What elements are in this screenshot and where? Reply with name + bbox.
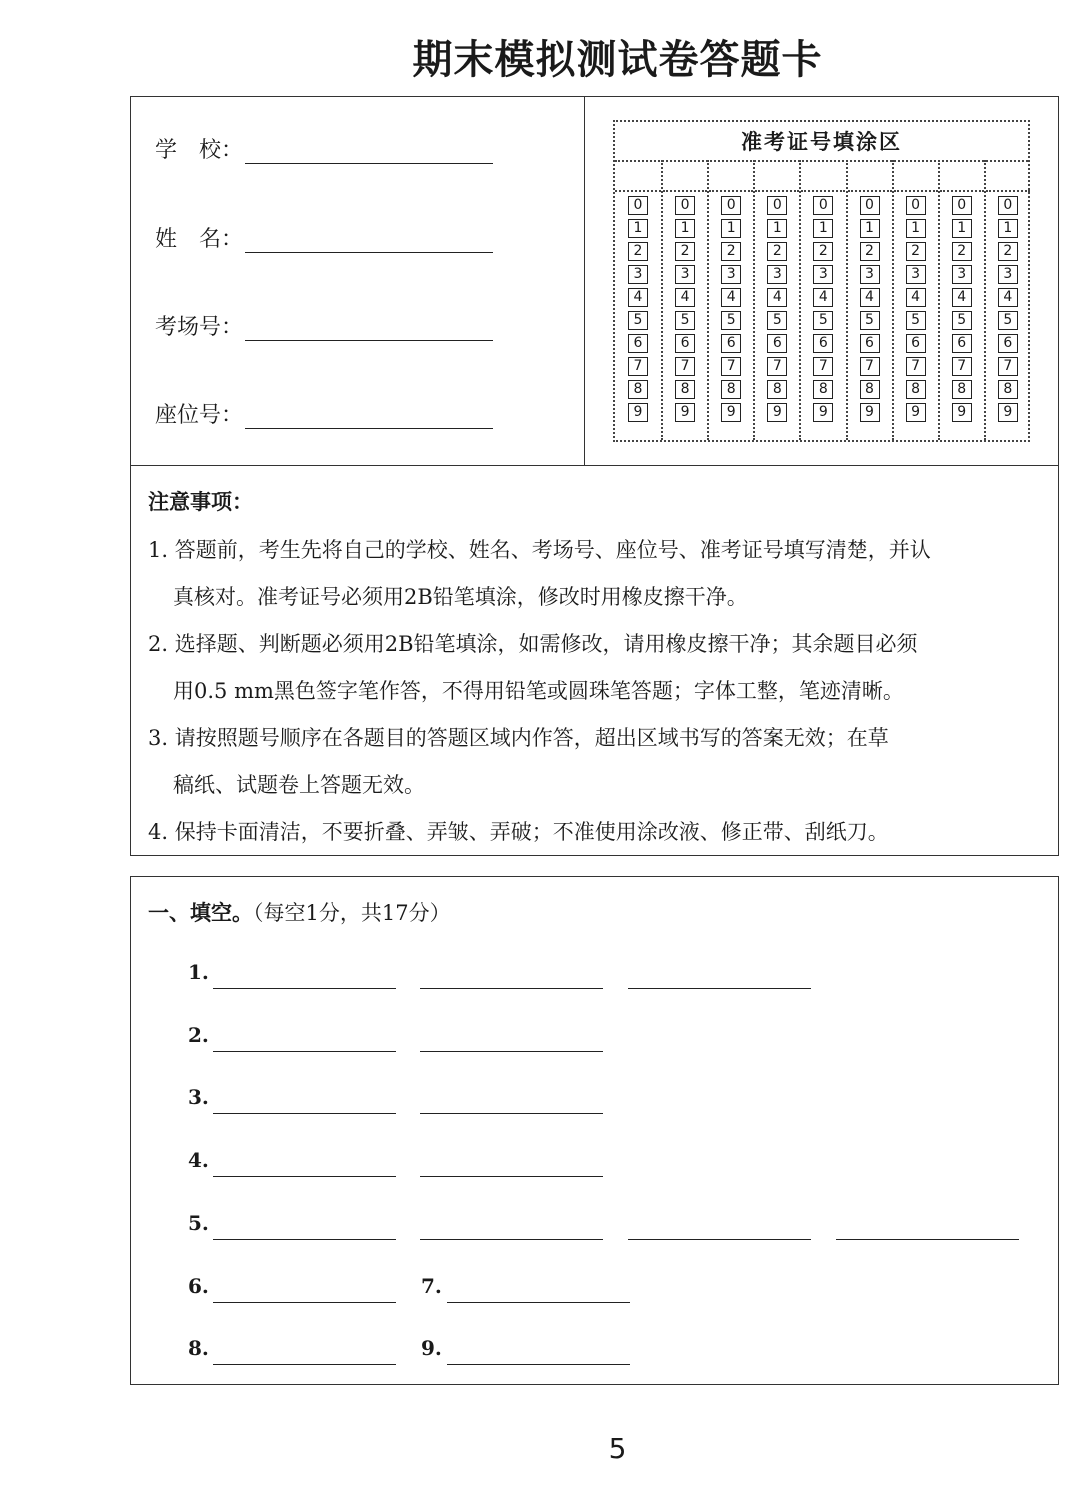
field-label: 学 校： bbox=[155, 138, 244, 163]
digit-bubble[interactable]: 1 bbox=[675, 219, 695, 238]
digit-bubble[interactable]: 7 bbox=[675, 357, 695, 376]
digit-bubble[interactable]: 8 bbox=[675, 380, 695, 399]
question-number: 2. bbox=[188, 1022, 209, 1047]
id-digit-write-box[interactable] bbox=[894, 160, 938, 192]
digit-bubble[interactable]: 3 bbox=[721, 265, 741, 284]
question-number: 1. bbox=[188, 960, 209, 984]
page-title: 期末模拟测试卷答题卡 bbox=[412, 37, 823, 83]
answer-blank[interactable] bbox=[213, 1298, 396, 1303]
question-number: 3. bbox=[188, 1085, 209, 1110]
digit-bubble[interactable]: 3 bbox=[952, 265, 972, 284]
digit-bubble[interactable]: 6 bbox=[860, 334, 880, 353]
field-input[interactable] bbox=[245, 424, 493, 429]
digit-bubble[interactable]: 0 bbox=[998, 196, 1018, 215]
answer-blank[interactable] bbox=[836, 1235, 1019, 1240]
digit-bubble[interactable]: 4 bbox=[628, 288, 648, 307]
answer-blank[interactable] bbox=[420, 1047, 603, 1052]
digit-bubble[interactable]: 4 bbox=[721, 288, 741, 307]
answer-blank[interactable] bbox=[420, 1235, 603, 1240]
digit-bubble[interactable]: 7 bbox=[628, 357, 648, 376]
digit-bubble[interactable]: 4 bbox=[952, 288, 972, 307]
question-number: 4. bbox=[188, 1148, 209, 1173]
digit-bubble[interactable]: 2 bbox=[998, 242, 1018, 261]
digit-bubble[interactable]: 7 bbox=[906, 357, 926, 376]
divider bbox=[584, 96, 585, 466]
digit-bubble[interactable]: 3 bbox=[628, 265, 648, 284]
digit-bubble[interactable]: 1 bbox=[952, 219, 972, 238]
id-digit-column bbox=[707, 160, 753, 440]
id-grid-title: 准考证号填涂区 bbox=[615, 122, 1028, 162]
digit-bubble[interactable]: 2 bbox=[767, 242, 787, 261]
digit-bubble[interactable]: 1 bbox=[998, 219, 1018, 238]
id-digit-write-box[interactable] bbox=[663, 160, 707, 192]
id-digit-write-box[interactable] bbox=[940, 160, 984, 192]
digit-bubble[interactable]: 3 bbox=[906, 265, 926, 284]
id-digit-column bbox=[799, 160, 845, 440]
fill-in-section-box bbox=[130, 876, 1059, 1385]
digit-bubble[interactable]: 7 bbox=[813, 357, 833, 376]
id-digit-column bbox=[753, 160, 799, 440]
answer-blank[interactable] bbox=[213, 1360, 396, 1365]
answer-blank[interactable] bbox=[628, 984, 811, 989]
digit-bubble[interactable]: 2 bbox=[860, 242, 880, 261]
answer-blank[interactable] bbox=[447, 1298, 630, 1303]
digit-bubble[interactable]: 4 bbox=[860, 288, 880, 307]
digit-bubble[interactable]: 1 bbox=[860, 219, 880, 238]
digit-bubble[interactable]: 4 bbox=[767, 288, 787, 307]
digit-bubble[interactable]: 8 bbox=[813, 380, 833, 399]
field-label: 考场号： bbox=[155, 315, 244, 340]
digit-bubble[interactable]: 7 bbox=[767, 357, 787, 376]
digit-bubble[interactable]: 9 bbox=[813, 403, 833, 422]
digit-bubble[interactable]: 8 bbox=[767, 380, 787, 399]
digit-bubble[interactable]: 6 bbox=[813, 334, 833, 353]
question-number: 6. bbox=[188, 1273, 209, 1298]
digit-bubble[interactable]: 4 bbox=[675, 288, 695, 307]
field-label: 座位号： bbox=[155, 403, 244, 428]
digit-bubble[interactable]: 4 bbox=[813, 288, 833, 307]
digit-bubble[interactable]: 0 bbox=[721, 196, 741, 215]
digit-bubble[interactable]: 9 bbox=[860, 403, 880, 422]
digit-bubble[interactable]: 8 bbox=[998, 380, 1018, 399]
id-digit-write-box[interactable] bbox=[709, 160, 753, 192]
digit-bubble[interactable]: 9 bbox=[952, 403, 972, 422]
digit-bubble[interactable]: 5 bbox=[628, 311, 648, 330]
answer-blank[interactable] bbox=[447, 1360, 630, 1365]
id-digit-column bbox=[615, 160, 661, 440]
digit-bubble[interactable]: 8 bbox=[860, 380, 880, 399]
digit-bubble[interactable]: 3 bbox=[998, 265, 1018, 284]
digit-bubble[interactable]: 2 bbox=[813, 242, 833, 261]
note-line: 4. 保持卡面清洁，不要折叠、弄皱、弄破；不准使用涂改液、修正带、刮纸刀。 bbox=[148, 820, 889, 844]
digit-bubble[interactable]: 8 bbox=[952, 380, 972, 399]
digit-bubble[interactable]: 2 bbox=[906, 242, 926, 261]
digit-bubble[interactable]: 0 bbox=[906, 196, 926, 215]
section-score-note: （每空1分，共17分） bbox=[253, 901, 451, 925]
note-line: 1. 答题前，考生先将自己的学校、姓名、考场号、座位号、准考证号填写清楚，并认 bbox=[148, 538, 931, 562]
digit-bubble[interactable]: 1 bbox=[767, 219, 787, 238]
digit-bubble[interactable]: 2 bbox=[721, 242, 741, 261]
answer-blank[interactable] bbox=[213, 1172, 396, 1177]
note-line: 真核对。准考证号必须用2B铅笔填涂，修改时用橡皮擦干净。 bbox=[173, 585, 748, 609]
id-number-grid bbox=[613, 120, 1030, 442]
notes-heading: 注意事项： bbox=[148, 490, 253, 514]
digit-bubble[interactable]: 9 bbox=[675, 403, 695, 422]
digit-bubble[interactable]: 5 bbox=[998, 311, 1018, 330]
id-digit-column bbox=[938, 160, 984, 440]
digit-bubble[interactable]: 4 bbox=[906, 288, 926, 307]
field-input[interactable] bbox=[245, 248, 493, 253]
digit-bubble[interactable]: 6 bbox=[721, 334, 741, 353]
digit-bubble[interactable]: 1 bbox=[813, 219, 833, 238]
note-line: 2. 选择题、判断题必须用2B铅笔填涂，如需修改，请用橡皮擦干净；其余题目必须 bbox=[148, 632, 918, 656]
digit-bubble[interactable]: 1 bbox=[628, 219, 648, 238]
digit-bubble[interactable]: 6 bbox=[675, 334, 695, 353]
answer-blank[interactable] bbox=[628, 1235, 811, 1240]
digit-bubble[interactable]: 8 bbox=[906, 380, 926, 399]
digit-bubble[interactable]: 5 bbox=[813, 311, 833, 330]
digit-bubble[interactable]: 5 bbox=[860, 311, 880, 330]
digit-bubble[interactable]: 4 bbox=[998, 288, 1018, 307]
digit-bubble[interactable]: 5 bbox=[675, 311, 695, 330]
digit-bubble[interactable]: 2 bbox=[952, 242, 972, 261]
answer-blank[interactable] bbox=[420, 984, 603, 989]
field-label: 姓 名： bbox=[155, 227, 244, 252]
id-digit-write-box[interactable] bbox=[801, 160, 845, 192]
digit-bubble[interactable]: 2 bbox=[675, 242, 695, 261]
digit-bubble[interactable]: 6 bbox=[952, 334, 972, 353]
answer-blank[interactable] bbox=[420, 1172, 603, 1177]
answer-blank[interactable] bbox=[213, 1109, 396, 1114]
digit-bubble[interactable]: 1 bbox=[721, 219, 741, 238]
digit-bubble[interactable]: 7 bbox=[860, 357, 880, 376]
digit-bubble[interactable]: 7 bbox=[998, 357, 1018, 376]
digit-bubble[interactable]: 5 bbox=[906, 311, 926, 330]
answer-blank[interactable] bbox=[213, 1047, 396, 1052]
question-number: 9. bbox=[421, 1336, 442, 1361]
digit-bubble[interactable]: 5 bbox=[767, 311, 787, 330]
question-number: 7. bbox=[421, 1273, 442, 1298]
digit-bubble[interactable]: 0 bbox=[628, 196, 648, 215]
answer-blank[interactable] bbox=[420, 1109, 603, 1114]
digit-bubble[interactable]: 0 bbox=[952, 196, 972, 215]
digit-bubble[interactable]: 8 bbox=[721, 380, 741, 399]
digit-bubble[interactable]: 0 bbox=[860, 196, 880, 215]
digit-bubble[interactable]: 7 bbox=[952, 357, 972, 376]
digit-bubble[interactable]: 6 bbox=[998, 334, 1018, 353]
digit-bubble[interactable]: 6 bbox=[628, 334, 648, 353]
digit-bubble[interactable]: 6 bbox=[906, 334, 926, 353]
digit-bubble[interactable]: 9 bbox=[767, 403, 787, 422]
note-line: 3. 请按照题号顺序在各题目的答题区域内作答，超出区域书写的答案无效；在草 bbox=[148, 726, 889, 750]
digit-bubble[interactable]: 3 bbox=[813, 265, 833, 284]
answer-blank[interactable] bbox=[213, 984, 396, 989]
id-digit-write-box[interactable] bbox=[848, 160, 892, 192]
digit-bubble[interactable]: 1 bbox=[906, 219, 926, 238]
digit-bubble[interactable]: 9 bbox=[628, 403, 648, 422]
digit-bubble[interactable]: 5 bbox=[721, 311, 741, 330]
id-digit-column bbox=[984, 160, 1030, 440]
id-digit-write-box[interactable] bbox=[615, 160, 661, 192]
question-number: 5. bbox=[188, 1210, 209, 1235]
digit-bubble[interactable]: 3 bbox=[860, 265, 880, 284]
digit-bubble[interactable]: 5 bbox=[952, 311, 972, 330]
question-number: 8. bbox=[188, 1336, 209, 1361]
digit-bubble[interactable]: 0 bbox=[675, 196, 695, 215]
note-line: 稿纸、试题卷上答题无效。 bbox=[173, 773, 425, 797]
answer-blank[interactable] bbox=[213, 1235, 396, 1240]
digit-bubble[interactable]: 8 bbox=[628, 380, 648, 399]
digit-bubble[interactable]: 9 bbox=[721, 403, 741, 422]
id-digit-column bbox=[892, 160, 938, 440]
field-input[interactable] bbox=[245, 159, 493, 164]
divider bbox=[130, 465, 1059, 466]
section-title: 一、填空。 bbox=[148, 901, 253, 925]
digit-bubble[interactable]: 3 bbox=[767, 265, 787, 284]
digit-bubble[interactable]: 3 bbox=[675, 265, 695, 284]
field-input[interactable] bbox=[245, 336, 493, 341]
digit-bubble[interactable]: 9 bbox=[906, 403, 926, 422]
page-number: 5 bbox=[608, 1432, 627, 1465]
digit-bubble[interactable]: 0 bbox=[767, 196, 787, 215]
id-digit-column bbox=[661, 160, 707, 440]
digit-bubble[interactable]: 6 bbox=[767, 334, 787, 353]
digit-bubble[interactable]: 7 bbox=[721, 357, 741, 376]
id-digit-column bbox=[846, 160, 892, 440]
id-digit-write-box[interactable] bbox=[986, 160, 1030, 192]
digit-bubble[interactable]: 2 bbox=[628, 242, 648, 261]
section-heading bbox=[148, 897, 451, 927]
note-line: 用0.5 mm黑色签字笔作答，不得用铅笔或圆珠笔答题；字体工整，笔迹清晰。 bbox=[173, 679, 904, 703]
digit-bubble[interactable]: 9 bbox=[998, 403, 1018, 422]
id-digit-write-box[interactable] bbox=[755, 160, 799, 192]
digit-bubble[interactable]: 0 bbox=[813, 196, 833, 215]
